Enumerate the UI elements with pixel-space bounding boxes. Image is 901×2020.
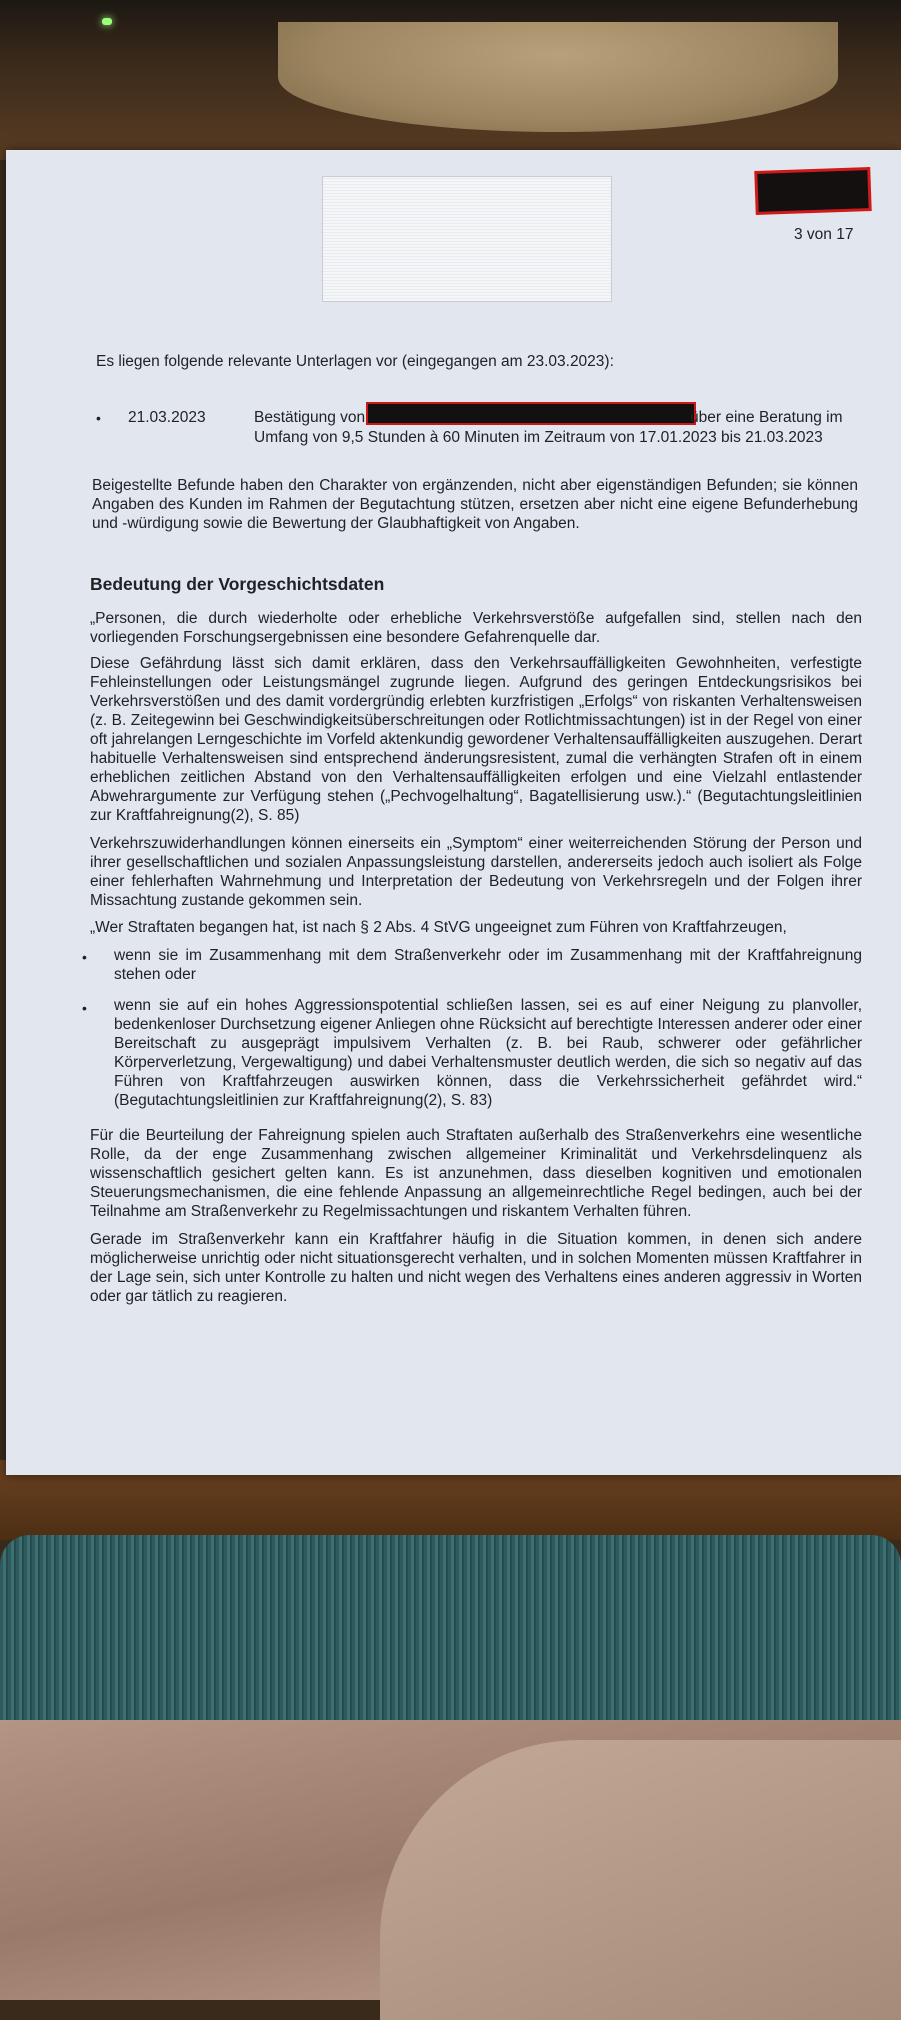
quote-bullet-2-marker: • — [82, 1000, 87, 1016]
quote-bullet-1: wenn sie im Zusammenhang mit dem Straßenverkehr oder im Zusammenhang mit der Kraftfahreignung stehen oder — [114, 947, 862, 983]
entry-date: 21.03.2023 — [128, 409, 206, 426]
paragraph-2: Diese Gefährdung lässt sich damit erklären, dass den Verkehrsauffälligkeiten Gewohnheiten, verfestigte Fehleinstellungen oder Leistungsmängel zugrunde liegen. Aufgrund des geringen Entdeckungsrisikos bei Verkehrsverstößen und des damit vordergründig erlebten kurzfristigen „Erfolgs“ von riskanten Verhaltensweisen (z. B. Zeitegewinn bei Geschwindigkeitsüberschreitungen oder Rotlichtmissachtungen) ist in der Regel von einer oft jahrelangen Lerngeschichte im Vorfeld aktenkundig gewordener Verhaltensauffälligkeiten auszugehen. Derart habituelle Verhaltensweisen sind entsprechend änderungsresistent, zumal die verhängten Strafen oft in einem erheblichen zeitlichen Abstand von den Verhaltensauffälligkeiten erfolgen und eine Vielzahl entlastender Abwehrargumente zur Verfügung stehen („Pechvogelhaltung“, Bagatellisierung usw.).“ (Begutachtungsleitlinien zur Kraftfahreignung(2), S. 85) — [90, 655, 862, 824]
redaction-mark-name — [368, 404, 694, 423]
quote-bullet-1-marker: • — [82, 949, 87, 965]
paragraph-1: „Personen, die durch wiederholte oder erhebliche Verkehrsverstöße aufgefallen sind, stellen nach den vorliegenden Forschungsergebnissen eine besondere Gefahrenquelle dar. — [90, 610, 862, 646]
cork-coaster — [278, 22, 838, 132]
paragraph-4: Für die Beurteilung der Fahreignung spielen auch Straftaten außerhalb des Straßenverkehrs eine wesentliche Rolle, da der enge Zusammenhang zwischen allgemeiner Kriminalität und Verkehrsdelinquenz als wissenschaftlich gesichert gelten kann. Es ist anzunehmen, dass dieselben kognitiven und emotionalen Steuerungsmechanismen, die eine fehlende Anpassung an allgemeinrechtliche Regel bedingen, auch bei der Teilnahme am Straßenverkehr zu Regelmissachtungen und riskantem Verhalten führen. — [90, 1127, 862, 1220]
quote-bullet-2: wenn sie auf ein hohes Aggressionspotential schließen lassen, sei es auf einer Neigung zu planvoller, bedenkenloser Durchsetzung eigener Anliegen ohne Rücksicht auf berechtigte Interessen anderer oder einer Bereitschaft zu ausgeprägt impulsivem Verhalten (z. B. bei Raub, schwerer oder gefährlicher Körperverletzung, Vergewaltigung) und dabei Verhaltensmuster deutlich werden, die sich so negativ auf das Führen von Kraftfahrzeugen auswirken können, dass die Verkehrssicherheit gefährdet wird.“ (Begutachtungsleitlinien zur Kraftfahreignung(2), S. 83) — [114, 997, 862, 1109]
entry-text-before: Bestätigung von — [254, 409, 366, 426]
intro-line: Es liegen folgende relevante Unterlagen vor (eingegangen am 23.03.2023): — [96, 353, 614, 370]
paragraph-5: Gerade im Straßenverkehr kann ein Kraftfahrer häufig in die Situation kommen, in denen sich andere möglicherweise unrichtig oder nicht situationsgerecht verhalten, und in solchen Momenten müssen Kraftfahrer in der Lage sein, sich unter Kontrolle zu halten und nicht wegen des Verhaltens eines anderen aggressiv in Worten oder gar tätlich zu reagieren. — [90, 1231, 862, 1305]
quote-intro: „Wer Straftaten begangen hat, ist nach § 2 Abs. 4 StVG ungeeignet zum Führen von Kraftfahrzeugen, — [90, 919, 787, 936]
letterhead-placeholder — [322, 176, 612, 302]
section-heading: Bedeutung der Vorgeschichtsdaten — [90, 574, 385, 594]
status-led — [102, 18, 112, 25]
paragraph-3: Verkehrszuwiderhandlungen können einerseits ein „Symptom“ einer weiterreichenden Störung der Person und ihrer gesellschaftlichen und sozialen Anpassungsleistung darstellen, andererseits jedoch auch isoliert als Folge einer fehlerhaften Wahrnehmung und Interpretation der Bedeutung von Verkehrsregeln und der Folgen ihrer Missachtung zustande gekommen sein. — [90, 835, 862, 909]
note-paragraph: Beigestellte Befunde haben den Charakter von ergänzenden, nicht aber eigenständigen Befunden; sie können Angaben des Kunden im Rahmen der Begutachtung stützen, ersetzen aber nicht eine eigene Befunderhebung und -würdigung sowie die Bewertung der Glaubhaftigkeit von Angaben. — [92, 477, 858, 532]
document-page — [6, 150, 901, 1475]
fabric-clothing-fold — [380, 1740, 901, 2020]
entry-text-after: über eine Beratung im — [690, 409, 843, 426]
entry-line-2: Umfang von 9,5 Stunden à 60 Minuten im Zeitraum von 17.01.2023 bis 21.03.2023 — [254, 429, 823, 446]
redaction-mark-header — [757, 170, 868, 212]
entry-bullet: • — [96, 410, 101, 426]
page-number: 3 von 17 — [794, 226, 854, 243]
